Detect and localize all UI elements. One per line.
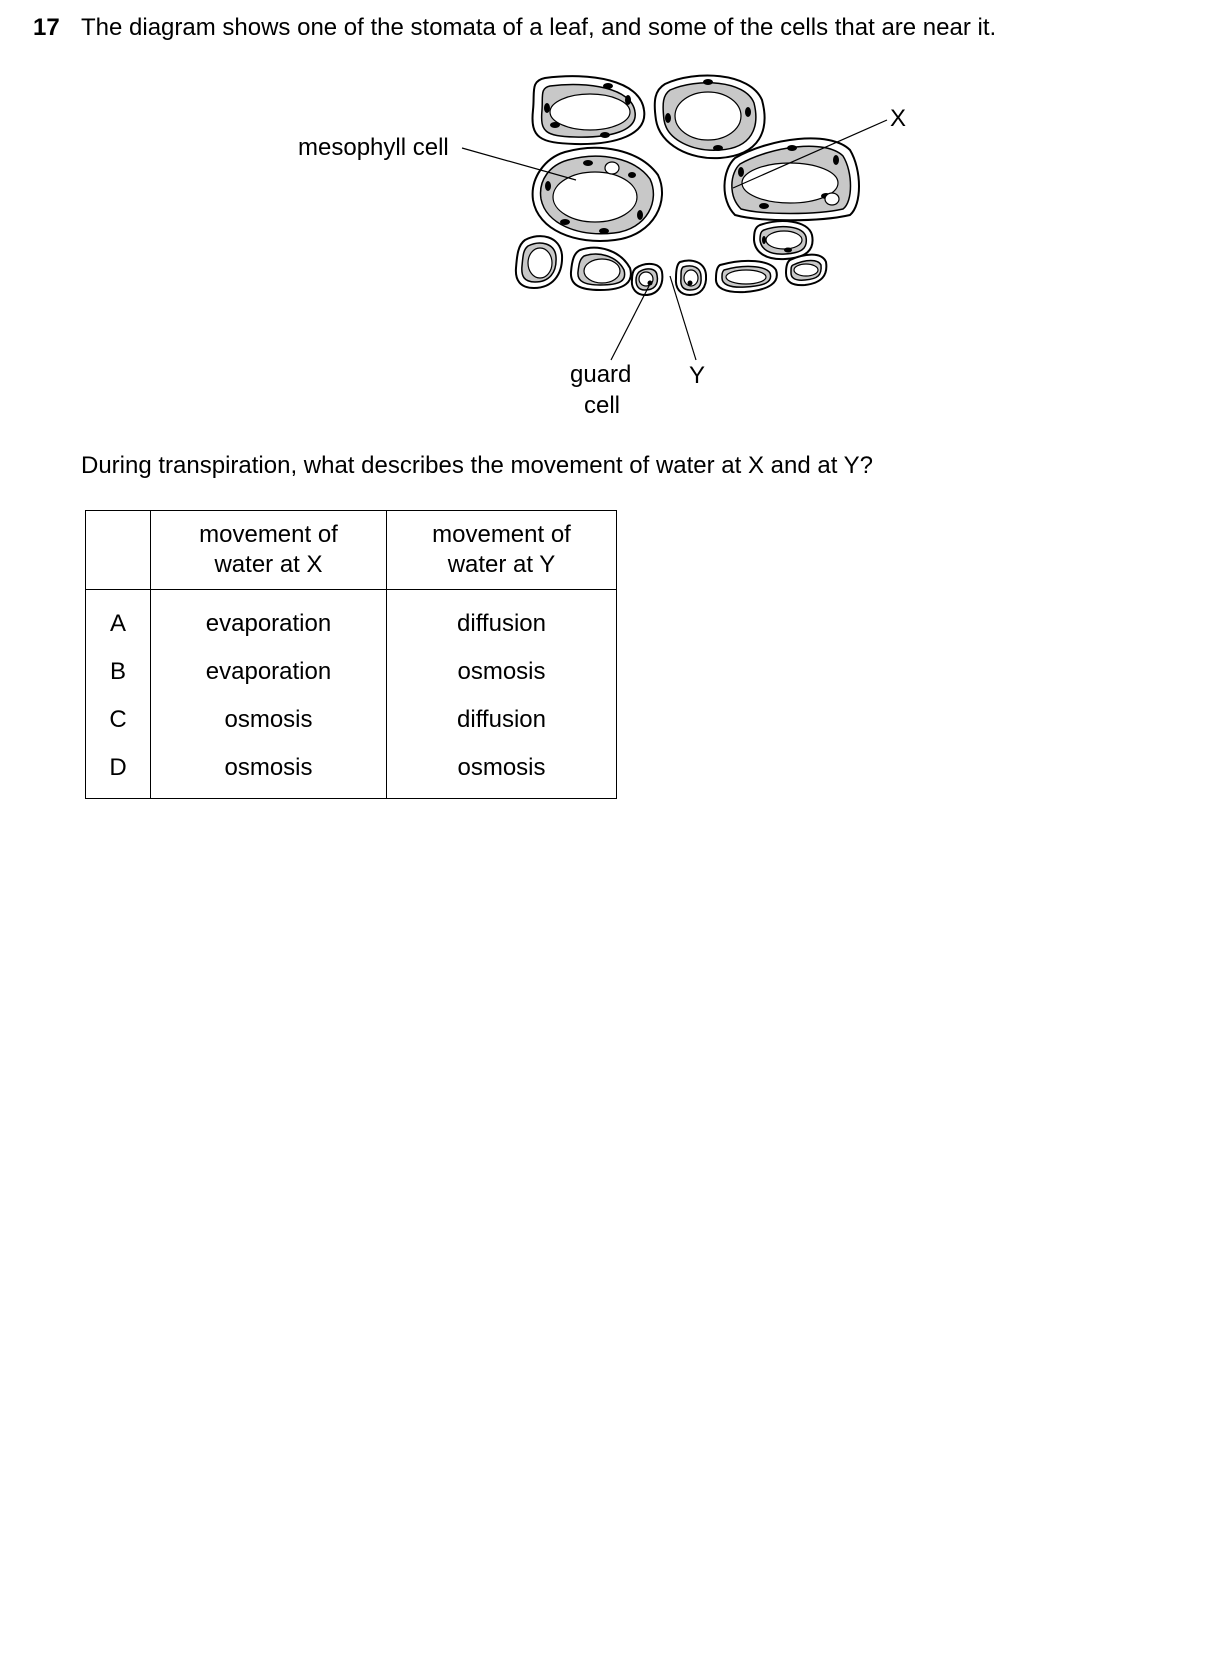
question-prompt: During transpiration, what describes the movement of water at X and at Y? [81,452,873,479]
label-y: Y [689,362,706,389]
label-guard-line1: guard [570,361,632,388]
option-x-value: evaporation [151,648,387,696]
header-blank [86,511,151,590]
option-letter: C [86,696,151,744]
option-letter: A [86,590,151,649]
label-mesophyll-cell: mesophyll cell [298,134,449,161]
option-x-value: osmosis [151,696,387,744]
stomata-diagram [280,60,920,430]
option-x-value: evaporation [151,590,387,649]
option-letter: D [86,744,151,799]
question-number: 17 [33,14,60,41]
option-row-c[interactable] [86,696,617,744]
option-y-value: osmosis [387,648,617,696]
question-stem: The diagram shows one of the stomata of a leaf, and some of the cells that are near it. [81,14,997,41]
option-row-a[interactable] [86,590,617,649]
guard-cells [632,261,706,295]
header-movement-x: movement of water at X [151,511,387,590]
option-x-value: osmosis [151,744,387,799]
option-letter: B [86,648,151,696]
answer-table [85,510,617,799]
mesophyll-cell-top-left [532,76,644,144]
option-row-d[interactable] [86,744,617,799]
label-guard-line2: cell [584,392,621,419]
mesophyll-cell-labelled [533,148,662,241]
small-cell-right [754,221,813,259]
option-y-value: diffusion [387,696,617,744]
option-row-b[interactable] [86,648,617,696]
mesophyll-cell-top-middle [655,76,765,159]
header-movement-y: movement of water at Y [387,511,617,590]
option-y-value: osmosis [387,744,617,799]
option-y-value: diffusion [387,590,617,649]
label-x: X [890,105,907,132]
